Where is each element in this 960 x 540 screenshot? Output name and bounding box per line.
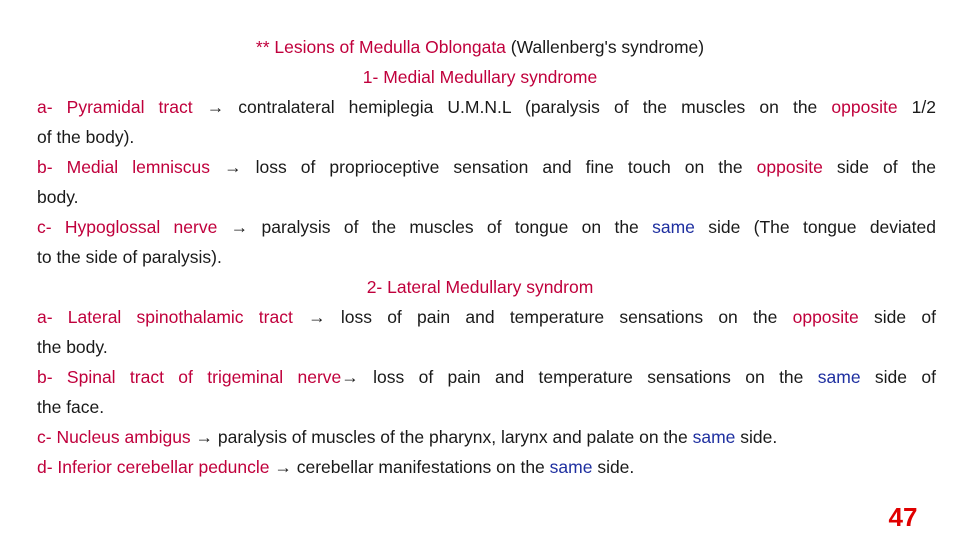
item-label: c- Nucleus ambigus	[37, 427, 191, 447]
item-text-end: side.	[592, 457, 635, 477]
item-text: → loss of pain and temperature sensations on the	[292, 307, 793, 327]
item-text: → contralateral hemiplegia U.M.N.L (paralysis of the muscles on the	[192, 97, 832, 117]
item-nucleus-ambigus	[37, 427, 936, 447]
item-text: → loss of proprioceptive sensation and fine touch on the	[210, 157, 757, 177]
item-label: b- Medial lemniscus	[37, 157, 211, 177]
item-text-end: side of	[860, 367, 936, 387]
item-lateral-spinothalamic-tract	[37, 307, 936, 327]
item-medial-lemniscus-cont: body.	[37, 187, 79, 207]
title-main: ** Lesions of Medulla Oblongata	[255, 37, 506, 57]
item-label: b- Spinal tract of trigeminal nerve	[37, 367, 342, 387]
item-spinal-tract-trigeminal-cont: the face.	[37, 397, 105, 417]
item-label: a- Lateral spinothalamic tract	[37, 307, 293, 327]
item-text: → paralysis of the muscles of tongue on the	[217, 217, 653, 237]
item-text-end: side (The tongue deviated	[694, 217, 936, 237]
item-text-end: side.	[735, 427, 778, 447]
page-number: 47	[888, 502, 918, 532]
item-text: → cerebellar manifestations on the	[269, 457, 550, 477]
item-medial-lemniscus	[37, 157, 936, 177]
keyword-same: same	[549, 457, 593, 477]
section-1-heading: 1- Medial Medullary syndrome	[362, 67, 598, 87]
keyword-same: same	[817, 367, 861, 387]
keyword-same: same	[652, 217, 695, 237]
keyword-same: same	[692, 427, 736, 447]
item-text-end: side of the	[822, 157, 936, 177]
keyword-opposite: opposite	[831, 97, 898, 117]
keyword-opposite: opposite	[792, 307, 859, 327]
slide-title	[0, 37, 960, 57]
keyword-opposite: opposite	[756, 157, 823, 177]
item-spinal-tract-trigeminal	[37, 367, 936, 387]
item-text: → loss of pain and temperature sensations on the	[341, 367, 818, 387]
item-lateral-spinothalamic-tract-cont: the body.	[37, 337, 108, 357]
item-pyramidal-tract-cont: of the body).	[37, 127, 135, 147]
item-text-end: 1/2	[897, 97, 936, 117]
item-inferior-cerebellar-peduncle	[37, 457, 936, 477]
section-2-heading: 2- Lateral Medullary syndrom	[366, 277, 594, 297]
item-label: c- Hypoglossal nerve	[37, 217, 218, 237]
item-pyramidal-tract	[37, 97, 936, 117]
item-label: a- Pyramidal tract	[37, 97, 193, 117]
title-subtitle: (Wallenberg's syndrome)	[505, 37, 705, 57]
item-hypoglossal-nerve-cont: to the side of paralysis).	[37, 247, 222, 267]
item-text: → paralysis of muscles of the pharynx, larynx and palate on the	[190, 427, 693, 447]
item-label: d- Inferior cerebellar peduncle	[37, 457, 270, 477]
item-text-end: side of	[858, 307, 936, 327]
item-hypoglossal-nerve	[37, 217, 936, 237]
